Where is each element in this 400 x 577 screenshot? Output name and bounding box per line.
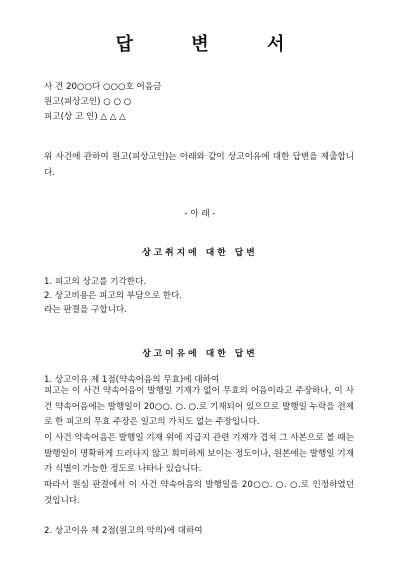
document-title: 답 변 서 bbox=[115, 34, 311, 55]
defendant-line: 피고(상 고 인) △ △ △ bbox=[44, 112, 126, 122]
case-number: 사 건 20○○다 ○○○호 어음금 bbox=[44, 82, 162, 92]
section-heading-appeal-purpose: 상고취지에 대한 답변 bbox=[142, 248, 258, 258]
list-item: 1. 피고의 상고를 기각한다. bbox=[44, 277, 147, 287]
point1-paragraph-3: 따라서 원심 판결에서 이 사건 약속어음의 발행일을 20○○. ○. ○.로 인정하였던 것입니다. bbox=[44, 480, 354, 506]
plaintiff-line: 원고(피상고인) ○ ○ ○ bbox=[44, 97, 132, 107]
point2-heading: 2. 상고이유 제 2점(원고의 악의)에 대하여 bbox=[44, 526, 203, 536]
section-heading-appeal-reasons: 상고이유에 대한 답변 bbox=[142, 349, 258, 359]
point1-paragraph-1: 피고는 이 사건 약속어음이 발행일 기재가 없어 무효의 어음이라고 주장하나, 이 사건 약속어음에는 발행일이 20○○. ○. ○.로 기재되어 있으므로 발행일 누락을 전제로 한 피고의 무효 주장은 일고의 가치도 없는 주장입니다. bbox=[44, 386, 354, 428]
list-item: 라는 판결을 구합니다. bbox=[44, 305, 127, 315]
point1-heading: 1. 상고이유 제 1점(약속어음의 무효)에 대하여 bbox=[44, 375, 220, 385]
point1-paragraph-2: 이 사건 약속어음은 발행일 기재 위에 지급지 관련 기재가 겹쳐 그 사본으로 볼 때는 발행일이 명확하게 드러나지 않고 희미하게 보이는 정도이나, 원본에는 발행일 기재가 식별이 가능한 정도로 나타나 있습니다. bbox=[44, 433, 354, 475]
below-marker: - 아 래 - bbox=[184, 209, 216, 219]
intro-paragraph: 위 사건에 관하여 원고(피상고인)는 아래와 같이 상고이유에 대한 답변을 제출합니다. bbox=[44, 152, 354, 178]
list-item: 2. 상고비용은 피고의 부담으로 한다. bbox=[44, 291, 183, 301]
